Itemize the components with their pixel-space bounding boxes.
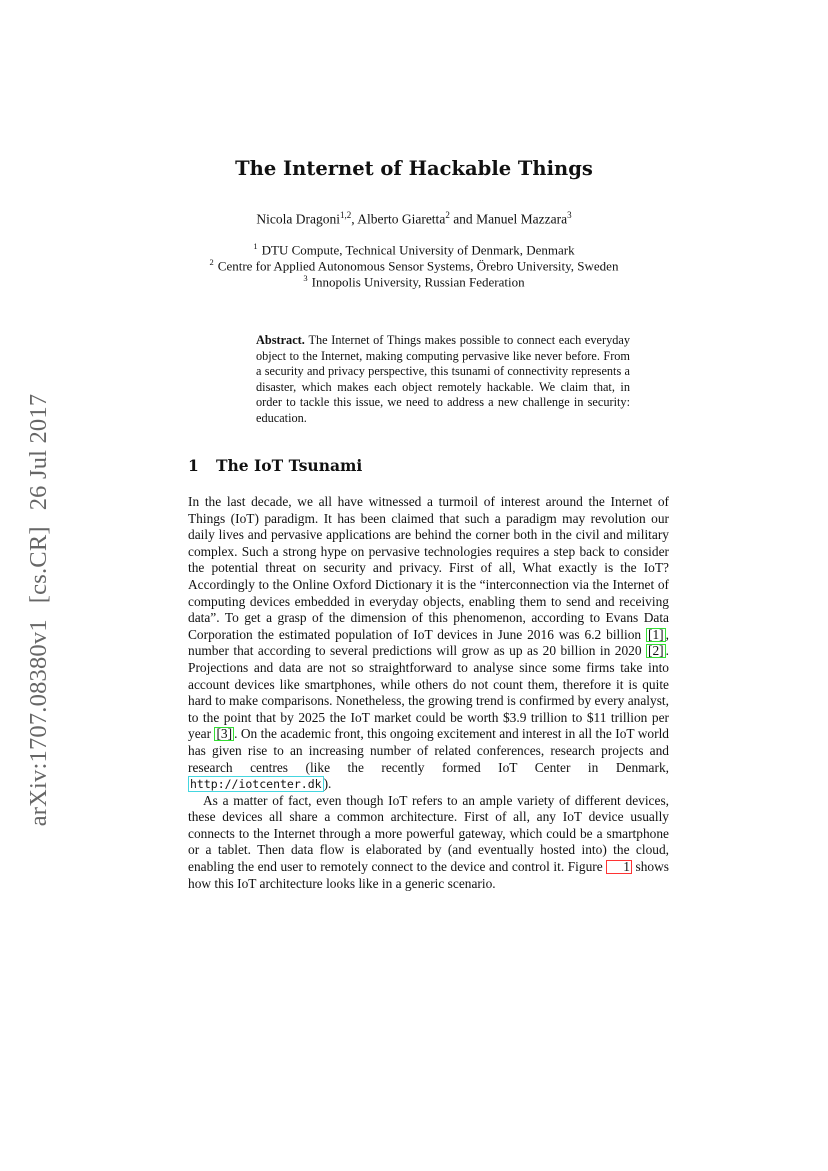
affiliation: $^3$ Innopolis University, Russian Federation bbox=[303, 273, 525, 290]
abstract-label: Abstract. bbox=[256, 333, 305, 347]
author-affil-mark: 3 bbox=[567, 210, 572, 220]
paragraph: As a matter of fact, even though IoT refers to an ample variety of different devices, these devices all share a common architecture. First of all, any IoT device usually connects to the Internet through a more powerful gateway, which could be a smartphone or a tablet. Then data flow is elaborated by (and eventually hosted into) the cloud, enabling the end user to remotely connect to the device and control it. Figure 1 shows how this IoT architecture looks like in a generic scenario. bbox=[188, 792, 669, 891]
citation-link[interactable]: [1] bbox=[648, 626, 664, 642]
affiliation: $^2$ Centre for Applied Autonomous Sensor Systems, Örebro University, Sweden bbox=[209, 257, 619, 274]
section-title: The IoT Tsunami bbox=[216, 456, 363, 475]
arxiv-category: [cs.CR] bbox=[25, 526, 52, 604]
section-number: 1 bbox=[188, 456, 199, 475]
author-list: Nicola Dragoni$^{1,2}$, Alberto Giaretta$^2$ and Manuel Mazzara$^3$ bbox=[256, 210, 572, 227]
abstract bbox=[256, 333, 630, 427]
paper-title: The Internet of Hackable Things bbox=[235, 157, 593, 180]
citation-link[interactable]: [3] bbox=[216, 726, 233, 742]
author-affil-mark: 2 bbox=[445, 210, 450, 220]
body-text bbox=[188, 494, 669, 892]
author-affil-mark: 1,2 bbox=[339, 210, 352, 220]
paragraph: In the last decade, we all have witnessed a turmoil of interest around the Internet of Things (IoT) paradigm. It has been claimed that such a paradigm may revolution our daily lives and pervasive applications are behind the corner both in the civil and military complex. Such a strong hype on pervasive technologies requires a step back to consider the potential threat on security and privacy. First of all, What exactly is the IoT? Accordingly to the Online Oxford Dictionary it is the “interconnection via the Internet of computing devices embedded in everyday objects, enabling them to send and receiving data”. To get a grasp of the dimension of this phenomenon, according to Evans Data Corporation the estimated population of IoT devices in June 2016 was 6.2 billion [1] , number that according to several predictions will grow as up as 20 billion in 2020 [2] . Projections and data are not so straightforward to analyse since some firms take into account devices like smartphones, while others do not count them, therefore it is quite hard to make comparisons. Nonetheless, the growing trend is confirmed by every analyst, to the point that by 2025 the IoT market could be worth $3.9 trillion to $11 trillion per year [3] . On the academic front, this ongoing excitement and interest in all the IoT world has given rise to an increasing number of related conferences, research projects and research centres (like the recently formed IoT Center in Denmark, http://iotcenter.dk ). bbox=[188, 494, 669, 792]
url-link[interactable]: http://iotcenter.dk bbox=[190, 777, 322, 792]
figure-ref-link[interactable]: 1 bbox=[606, 860, 632, 874]
author-name: Manuel Mazzara bbox=[476, 211, 568, 227]
citation-link[interactable]: [2] bbox=[648, 643, 664, 659]
arxiv-id: arXiv:1707.08380v1 bbox=[25, 619, 52, 827]
abstract-text: The Internet of Things makes possible to connect each everyday object to the Internet, making computing pervasive like never before. From a security and privacy perspective, this tsunami of connectivity represents a disaster, which makes each object remotely hackable. We claim that, in order to tackle this issue, we need to address a new challenge in security: education. bbox=[256, 333, 630, 425]
section-heading bbox=[188, 456, 362, 475]
author-name: Alberto Giaretta bbox=[357, 211, 446, 227]
author-name: Nicola Dragoni bbox=[256, 211, 340, 227]
affiliation: $^1$ DTU Compute, Technical University of Denmark, Denmark bbox=[253, 241, 575, 258]
arxiv-date: 26 Jul 2017 bbox=[25, 393, 52, 511]
arxiv-side-stamp bbox=[25, 394, 53, 827]
